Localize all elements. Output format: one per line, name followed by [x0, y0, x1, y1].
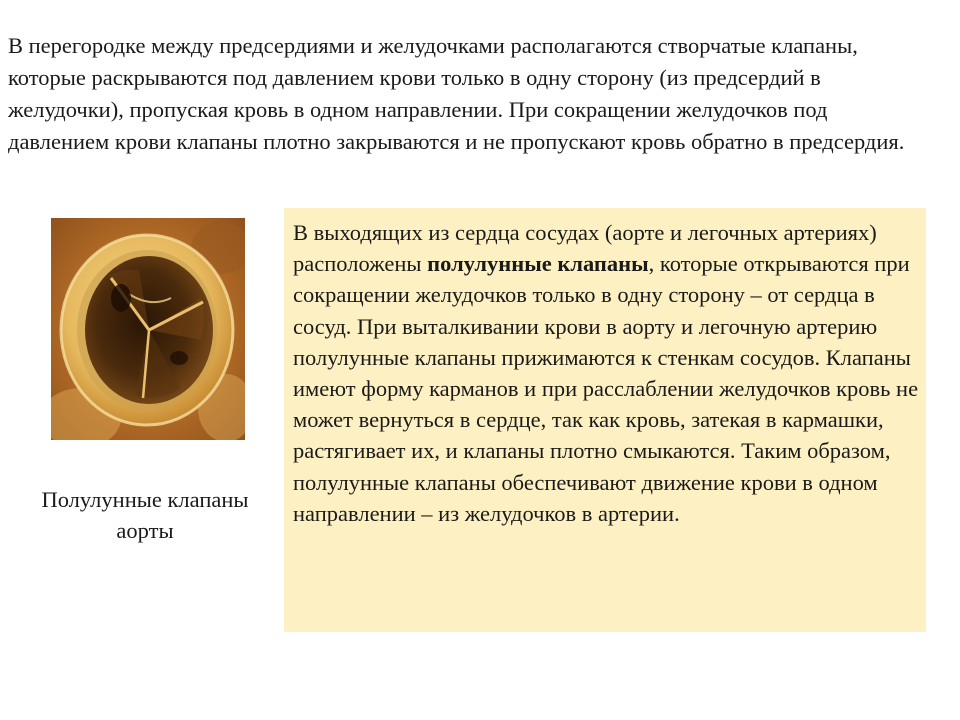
- info-paragraph: [293, 217, 920, 529]
- aortic-valve-photo: [51, 218, 245, 440]
- figure-caption: Полулунные клапаны аорты: [41, 487, 249, 543]
- intro-paragraph: В перегородке между предсердиями и желудочками располагаются створчатые клапаны, которые раскрываются под давлением крови только в одну сторону (из предсердий в желудочки), пропуская кровь в одном направлении. При сокращении желудочков под давлением крови клапаны плотно закрываются и не пропускают кровь обратно в предсердия.: [8, 33, 905, 154]
- info-text-before: В выходящих из сердца сосудах (аорте и легочных артериях) расположены: [293, 220, 877, 277]
- semilunar-valves-info-box: [284, 208, 926, 632]
- info-text-after: , которые открываются при сокращении желудочков только в одну сторону – от сердца в сосуд. При выталкивании крови в аорту и легочную артерию полулунные клапаны прижимаются к стенкам сосудов. Клапаны имеют форму карманов и при расслаблении желудочков кровь не может вернуться в сердце, так как кровь, затекая в кармашки, растягивает их, и клапаны плотно смыкаются. Таким образом, полулунные клапаны обеспечивают движение крови в одном направлении – из желудочков в артерии.: [293, 251, 919, 526]
- info-highlight-term: полулунные клапаны: [427, 251, 649, 277]
